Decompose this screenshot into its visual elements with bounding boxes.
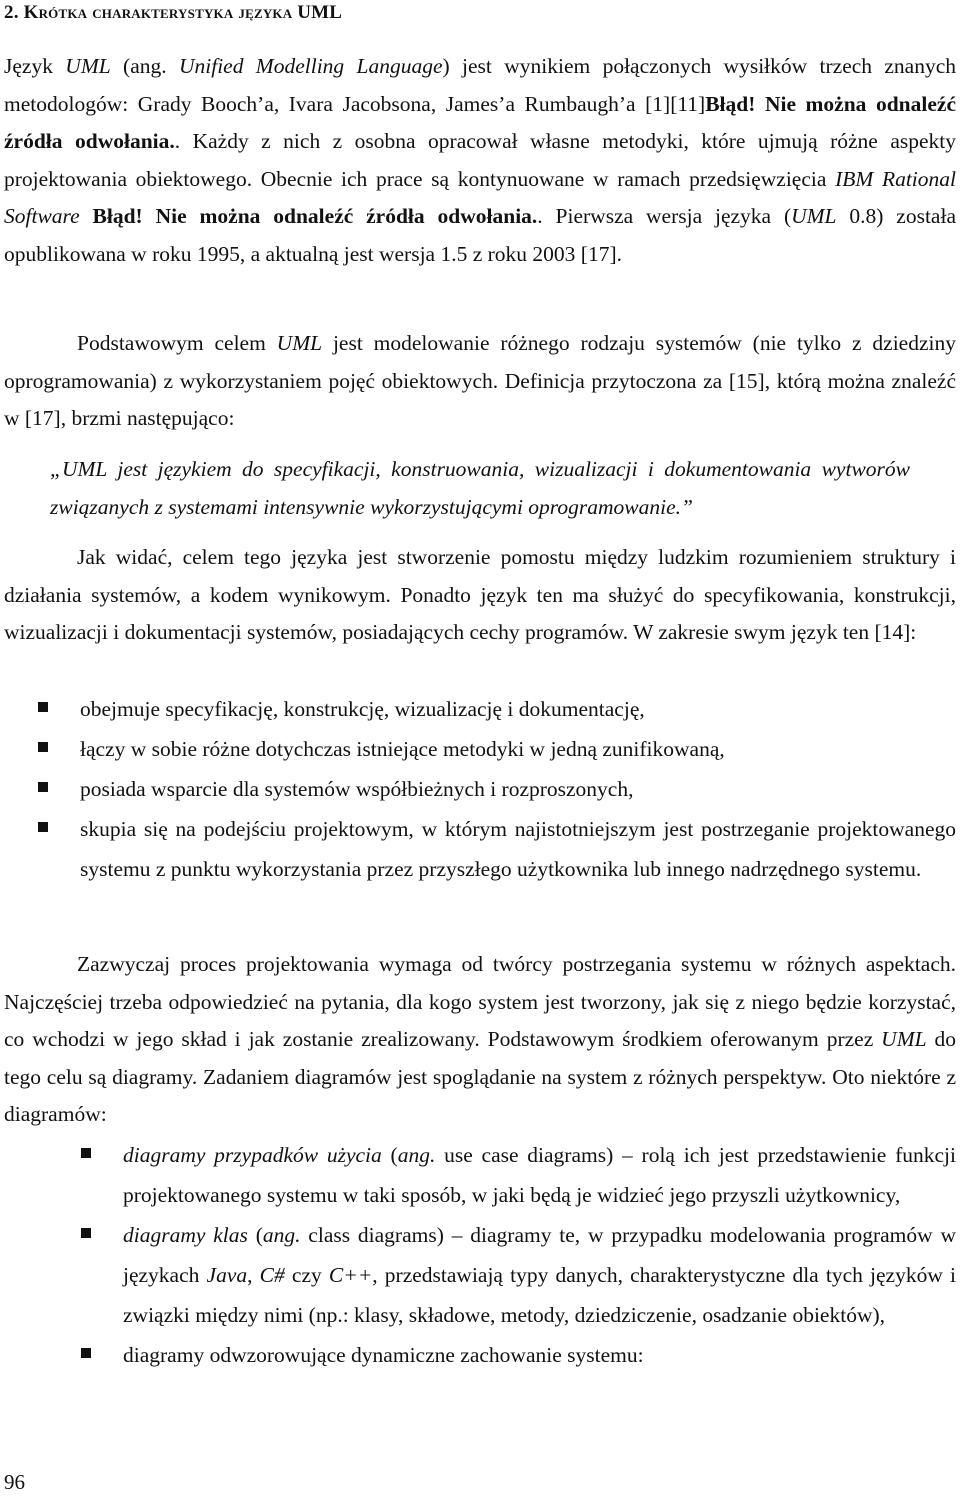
text: Zazwyczaj proces projektowania wymaga od twórcy postrzegania systemu w różnych aspektach. Najczęściej trzeba odpowiedzieć na pytania, dla kogo system jest tworzony, jak się z niego będzie korzystać, co wchodzi w jego skład i jak zostanie zrealizowany. Podstawowym środkiem oferowanym przez (4, 952, 956, 1051)
text-uml: UML (791, 204, 837, 228)
text (80, 204, 93, 228)
text: ) jest wynikiem połączonych wysiłków trzech znanych metodologów: Grady Booch’a, Ivara Jacobsona, James’a Rumbaugh’a [1][11] (4, 54, 956, 116)
list-item (4, 809, 956, 889)
list-item-text: posiada wsparcie dla systemów współbieżnych i rozproszonych, (80, 777, 634, 801)
list-item (4, 1135, 956, 1215)
text: ang. (262, 1223, 301, 1247)
text: ang. (397, 1143, 436, 1167)
list-item (4, 769, 956, 809)
square-bullet-icon (38, 782, 48, 792)
square-bullet-icon (38, 702, 48, 712)
text: (ang. (110, 54, 179, 78)
text: do tego celu są diagramy. Zadaniem diagramów jest spoglądanie na system z różnych perspektyw. Oto niektóre z diagramów: (4, 1027, 957, 1126)
text-ibm-rational: IBM Rational Software (4, 166, 957, 228)
list-item (4, 729, 956, 769)
text: . Każdy z nich z osobna opracował własne metodyki, które ujmują różne aspekty projektowania obiektowego. Obecnie ich prace są kontynuowane w ramach przedsięwzięcia (4, 129, 956, 191)
text-uml-full-name: Unified Modelling Language (178, 54, 443, 78)
paragraph-intro (4, 48, 956, 273)
text: Język (4, 54, 66, 78)
diagram-term: diagramy przypadków użycia (123, 1143, 382, 1167)
text: C++ (328, 1263, 373, 1287)
text: , (247, 1263, 260, 1287)
paragraph-diagrams (4, 946, 956, 1134)
text: . Pierwsza wersja języka ( (537, 204, 792, 228)
text: czy (284, 1263, 329, 1287)
list-item-text: diagramy odwzorowujące dynamiczne zachowanie systemu: (123, 1343, 644, 1367)
text-uml: UML (65, 54, 111, 78)
text-uml: UML (881, 1027, 927, 1051)
diagrams-list (4, 1135, 956, 1375)
text: class diagrams) – diagramy te, w przypadku modelowania programów w językach (123, 1223, 956, 1287)
diagram-term: diagramy klas (123, 1223, 248, 1247)
paragraph-purpose: Jak widać, celem tego języka jest stworzenie pomostu między ludzkim rozumieniem struktury i działania systemów, a kodem wynikowym. Ponadto język ten ma służyć do specyfikowania, konstrukcji, wizualizacji i dokumentacji systemów, posiadających cechy programów. W zakresie swym język ten [14]: (4, 545, 956, 644)
text: ( (381, 1143, 398, 1167)
list-item (4, 1335, 956, 1375)
definition-quote: „UML jest językiem do specyfikacji, konstruowania, wizualizacji i dokumentowania wytworów związanych z systemami intensywnie wykorzystującymi oprogramowanie.” (50, 457, 910, 519)
text: use case diagrams) – rolą ich jest przedstawienie funkcji projektowanego systemu w taki sposób, w jaki będą je widzieć jego przyszli użytkownicy, (123, 1143, 956, 1207)
square-bullet-icon (81, 1348, 91, 1358)
section-heading: 2. Krótka charakterystyka języka UML (4, 2, 343, 23)
text: C# (259, 1263, 285, 1287)
square-bullet-icon (38, 822, 48, 832)
reference-error: Błąd! Nie można odnaleźć źródła odwołania. (92, 204, 538, 228)
text: ( (247, 1223, 263, 1247)
list-item-text: skupia się na podejściu projektowym, w którym najistotniejszym jest postrzeganie projektowanego systemu z punktu wykorzystania przez przyszłego użytkownika lub innego nadrzędnego systemu. (80, 817, 956, 881)
list-item (4, 1215, 956, 1335)
square-bullet-icon (81, 1228, 91, 1238)
features-list (4, 689, 956, 889)
text-uml: UML (276, 331, 323, 355)
paragraph-goal (4, 325, 956, 438)
page-number: 96 (4, 1470, 25, 1494)
list-item (4, 689, 956, 729)
reference-error: Błąd! Nie można odnaleźć źródła odwołania. (4, 91, 956, 153)
text: 0.8) została opublikowana w roku 1995, a aktualną jest wersja 1.5 z roku 2003 [17]. (4, 204, 956, 266)
text: Java (206, 1263, 248, 1287)
square-bullet-icon (38, 742, 48, 752)
text: jest modelowanie różnego rodzaju systemów (nie tylko z dziedziny oprogramowania) z wykorzystaniem pojęć obiektowych. Definicja przytoczona za [15], którą można znaleźć w [17], brzmi następująco: (4, 331, 956, 430)
text: Podstawowym celem (77, 331, 277, 355)
list-item-text: łączy w sobie różne dotychczas istniejące metodyki w jedną zunifikowaną, (80, 737, 725, 761)
text: , przedstawiają typy danych, charakterystyczne dla tych języków i związki między nimi (np.: klasy, składowe, metody, dziedziczenie, osadzanie obiektów), (123, 1263, 956, 1327)
square-bullet-icon (81, 1148, 91, 1158)
list-item-text: obejmuje specyfikację, konstrukcję, wizualizację i dokumentację, (80, 697, 645, 721)
